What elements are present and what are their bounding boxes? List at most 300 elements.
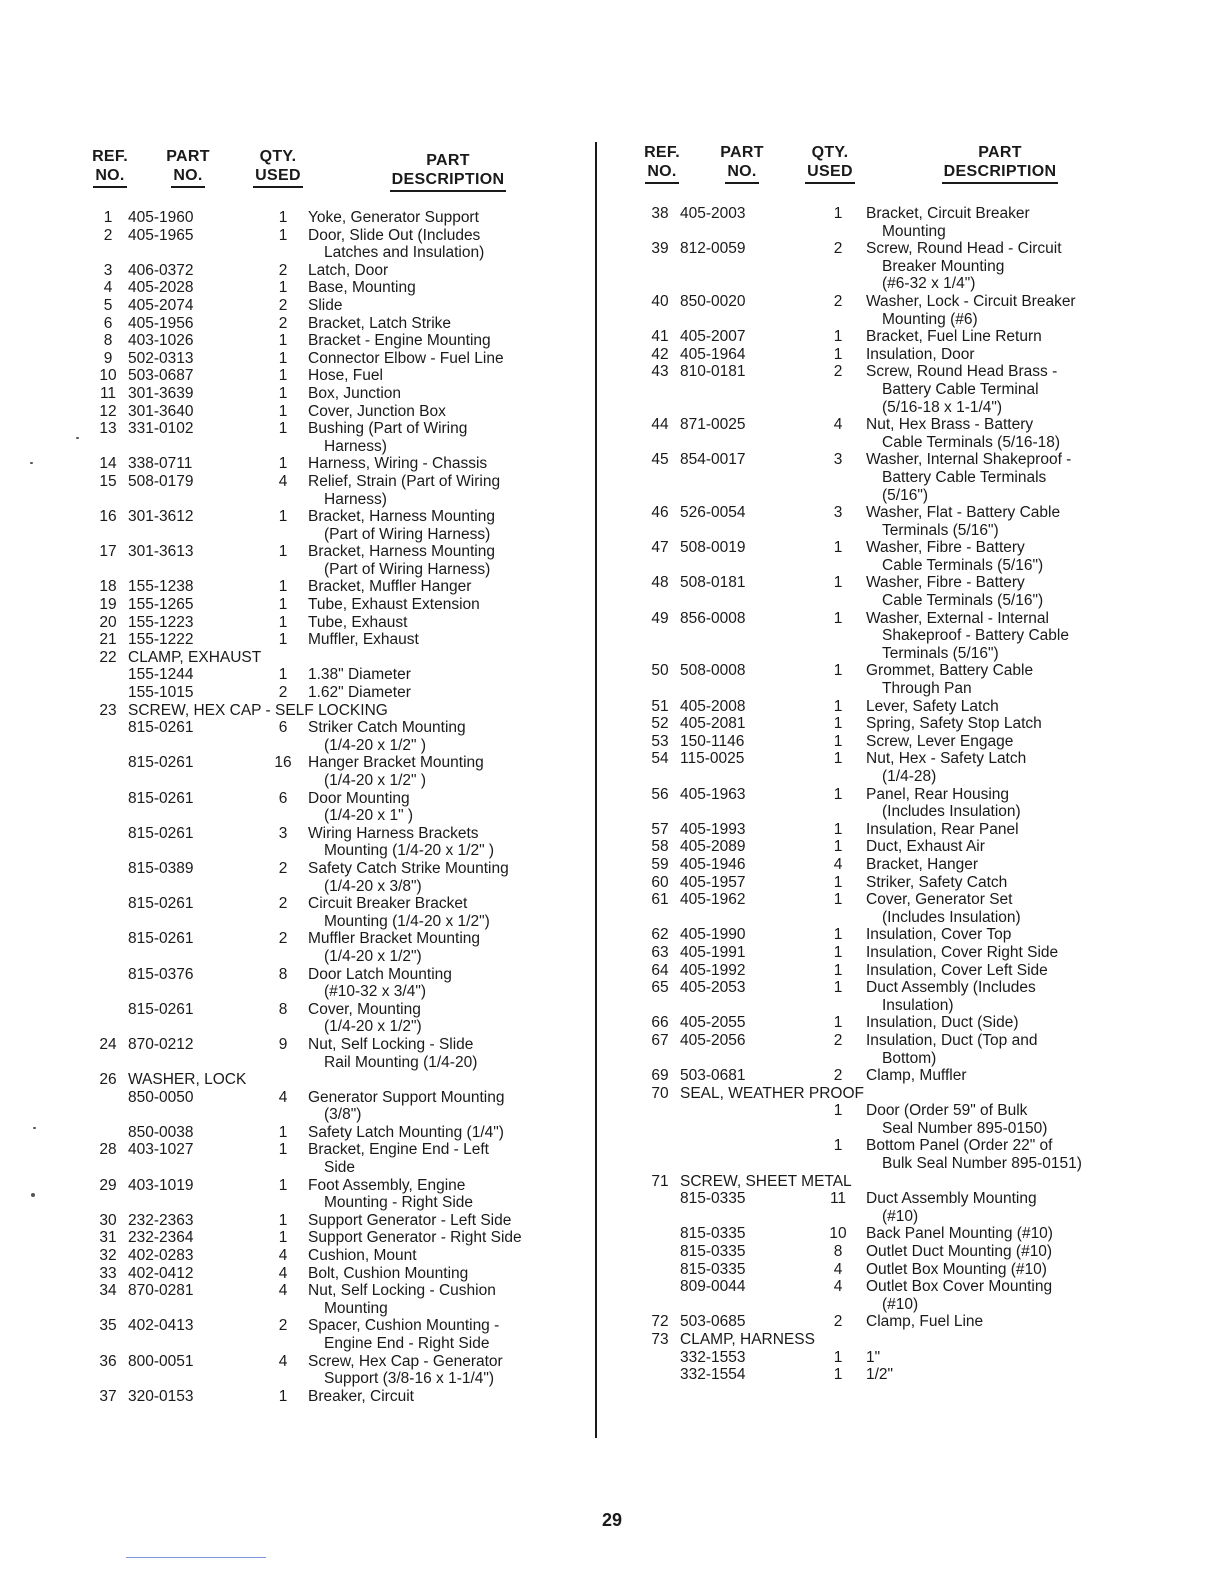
part-description — [308, 1124, 572, 1142]
description-line: Support (3/8-16 x 1-1/4") — [324, 1370, 495, 1388]
part-no: 503-0685 — [680, 1313, 746, 1331]
ref-no: 14 — [99, 455, 117, 473]
description-line: Duct, Exhaust Air — [866, 838, 985, 856]
description-line: 1/2" — [866, 1366, 894, 1384]
qty-used: 1 — [278, 543, 288, 561]
description-line: (Part of Wiring Harness) — [324, 525, 491, 543]
qty-used: 1 — [833, 926, 843, 944]
description-line: (1/4-28) — [882, 768, 937, 785]
part-description — [308, 578, 572, 596]
part-description — [866, 715, 1120, 733]
part-no: 812-0059 — [680, 240, 746, 258]
description-line: Muffler, Exhaust — [308, 631, 419, 649]
part-row — [88, 1212, 572, 1230]
description-line: (1/4-20 x 1/2") — [324, 1018, 422, 1036]
qty-used: 16 — [274, 754, 292, 772]
part-no: 870-0212 — [128, 1035, 194, 1053]
section-row — [88, 649, 572, 667]
description-line: Striker, Safety Catch — [866, 873, 1008, 891]
part-no: 405-2056 — [680, 1031, 746, 1049]
part-row — [640, 504, 1120, 539]
description-line: Hanger Bracket Mounting — [308, 754, 484, 772]
left-table-header — [88, 147, 572, 209]
ref-no — [88, 930, 128, 965]
part-description — [308, 473, 572, 508]
description-line: Safety Latch Mounting (1/4") — [308, 1123, 504, 1141]
ref-no — [88, 790, 128, 825]
description-line: Washer, Flat - Battery Cable — [866, 504, 1061, 522]
description-line: Door, Slide Out (Includes — [308, 226, 481, 244]
qty-used: 1 — [833, 785, 843, 803]
ref-no: 60 — [651, 873, 669, 891]
part-description — [308, 262, 572, 280]
description-line: Insulation, Cover Top — [866, 926, 1012, 944]
part-description — [866, 874, 1120, 892]
ref-no: 39 — [651, 240, 669, 258]
part-description — [866, 1278, 1120, 1313]
part-row — [640, 1102, 1120, 1137]
description-line: Cover, Junction Box — [308, 402, 446, 420]
part-no: 815-0261 — [128, 930, 194, 948]
part-row — [88, 1177, 572, 1212]
description-line: Washer, Lock - Circuit Breaker — [866, 292, 1076, 310]
part-no: 403-1019 — [128, 1176, 194, 1194]
part-row — [640, 574, 1120, 609]
qty-used: 8 — [278, 1000, 288, 1018]
description-line: Foot Assembly, Engine — [308, 1176, 466, 1194]
part-no: 155-1015 — [128, 684, 194, 702]
section-row — [88, 1071, 572, 1089]
ref-no: 64 — [651, 961, 669, 979]
description-line: Outlet Box Mounting (#10) — [866, 1260, 1047, 1278]
part-no: 405-1956 — [128, 314, 194, 332]
qty-used: 1 — [278, 613, 288, 631]
description-line: Harness) — [324, 490, 387, 508]
description-line: Safety Catch Strike Mounting — [308, 859, 509, 877]
ref-no: 6 — [103, 314, 113, 332]
part-description — [308, 1282, 572, 1317]
description-line: Mounting (#6) — [882, 310, 978, 328]
part-row — [640, 1278, 1120, 1313]
qty-used: 1 — [278, 1176, 288, 1194]
part-row — [88, 666, 572, 684]
part-description — [866, 1313, 1120, 1331]
description-line: Insulation, Duct (Top and — [866, 1031, 1038, 1049]
ref-no: 24 — [99, 1035, 117, 1053]
part-no: 850-0050 — [128, 1088, 194, 1106]
qty-used: 4 — [278, 1088, 288, 1106]
part-no: 406-0372 — [128, 261, 194, 279]
part-row — [88, 825, 572, 860]
qty-used: 1 — [833, 328, 843, 346]
qty-used: 1 — [278, 578, 288, 596]
part-no: 405-2003 — [680, 205, 746, 222]
part-no: 338-0711 — [128, 455, 193, 473]
qty-used: 1 — [278, 1211, 288, 1229]
description-line: Wiring Harness Brackets — [308, 824, 479, 842]
description-line: Support Generator - Left Side — [308, 1211, 512, 1229]
qty-used: 2 — [278, 296, 288, 314]
description-line: Bracket, Harness Mounting — [308, 508, 495, 526]
qty-used: 1 — [833, 1102, 843, 1120]
description-line: Insulation, Cover Left Side — [866, 961, 1048, 979]
part-row — [640, 416, 1120, 451]
description-line: Battery Cable Terminal — [882, 380, 1039, 398]
description-line: Bottom) — [882, 1049, 937, 1067]
qty-used: 1 — [833, 943, 843, 961]
description-line: Washer, Fibre - Battery — [866, 574, 1025, 592]
part-row — [88, 1141, 572, 1176]
part-description — [308, 1317, 572, 1352]
ref-no: 67 — [651, 1031, 669, 1049]
part-description — [866, 856, 1120, 874]
ref-no: 72 — [651, 1313, 669, 1331]
qty-used: 1 — [278, 666, 288, 684]
part-row — [88, 1247, 572, 1265]
ref-no: 40 — [651, 292, 669, 310]
description-line: Tube, Exhaust Extension — [308, 596, 480, 614]
ref-no: 1 — [103, 209, 113, 226]
part-row — [88, 262, 572, 280]
part-no: 815-0261 — [128, 719, 194, 737]
ref-no — [88, 719, 128, 754]
part-no: 871-0025 — [680, 416, 746, 434]
part-no — [680, 1102, 810, 1137]
description-line: Insulation, Door — [866, 345, 975, 363]
part-row — [88, 315, 572, 333]
description-line: Bracket, Harness Mounting — [308, 543, 495, 561]
description-line: Spring, Safety Stop Latch — [866, 715, 1042, 733]
ref-no: 17 — [99, 543, 117, 561]
ref-no: 36 — [99, 1352, 117, 1370]
qty-used: 10 — [829, 1225, 847, 1243]
ref-no: 23 — [99, 701, 117, 719]
description-line: Breaker, Circuit — [308, 1387, 414, 1405]
part-row — [640, 1261, 1120, 1279]
part-description — [308, 666, 572, 684]
part-description — [866, 1067, 1120, 1085]
part-no: 301-3639 — [128, 384, 194, 402]
description-line: Screw, Hex Cap - Generator — [308, 1352, 503, 1370]
part-row — [88, 860, 572, 895]
part-row — [88, 754, 572, 789]
ref-no — [640, 1137, 680, 1172]
description-line: (1/4-20 x 1/2") — [324, 947, 422, 965]
part-row — [88, 1124, 572, 1142]
section-heading: CLAMP, EXHAUST — [128, 648, 262, 666]
ref-no: 65 — [651, 979, 669, 997]
part-no: 332-1553 — [680, 1348, 746, 1366]
qty-used: 1 — [833, 891, 843, 909]
qty-used: 4 — [833, 416, 843, 434]
ref-no: 49 — [651, 609, 669, 627]
ref-no: 3 — [103, 261, 113, 279]
part-description — [866, 1190, 1120, 1225]
description-line: Engine End - Right Side — [324, 1335, 490, 1352]
description-line: Screw, Round Head - Circuit — [866, 240, 1062, 258]
description-line: Bolt, Cushion Mounting — [308, 1264, 469, 1282]
part-row — [640, 240, 1120, 293]
description-line: Mounting (1/4-20 x 1/2" ) — [324, 842, 495, 860]
part-description — [308, 631, 572, 649]
part-description — [866, 574, 1120, 609]
part-row — [640, 926, 1120, 944]
qty-used: 2 — [278, 684, 288, 702]
part-row — [88, 1388, 572, 1406]
part-row — [88, 367, 572, 385]
ref-no: 5 — [103, 296, 113, 314]
part-row — [640, 539, 1120, 574]
part-no: 405-1946 — [680, 855, 746, 873]
part-no: 502-0313 — [128, 349, 194, 367]
description-line: Side — [324, 1159, 356, 1177]
page-number: 29 — [601, 1510, 623, 1530]
part-row — [640, 1349, 1120, 1367]
part-description — [308, 790, 572, 825]
part-row — [640, 715, 1120, 733]
part-row — [88, 895, 572, 930]
qty-used: 2 — [278, 895, 288, 913]
ref-no: 56 — [651, 785, 669, 803]
qty-used: 2 — [278, 314, 288, 332]
qty-used: 2 — [833, 1031, 843, 1049]
ref-no — [640, 1243, 680, 1261]
ref-no — [88, 1089, 128, 1124]
header-ref-no: REF. NO. — [640, 143, 684, 184]
ref-no — [88, 860, 128, 895]
part-no: 405-1991 — [680, 943, 746, 961]
left-parts-column — [88, 147, 572, 1405]
part-no: 405-2007 — [680, 328, 746, 346]
part-description — [866, 1102, 1120, 1137]
description-line: 1.62" Diameter — [308, 684, 411, 702]
qty-used: 4 — [278, 1247, 288, 1265]
part-no: 503-0681 — [680, 1067, 746, 1085]
part-no: 850-0038 — [128, 1123, 194, 1141]
description-line: (1/4-20 x 1/2" ) — [324, 772, 426, 789]
part-no: 405-2089 — [680, 838, 746, 856]
qty-used: 1 — [278, 384, 288, 402]
description-line: (5/16") — [882, 486, 928, 504]
ref-no — [88, 754, 128, 789]
part-description — [866, 1243, 1120, 1261]
ref-no: 35 — [99, 1317, 117, 1335]
description-line: Clamp, Muffler — [866, 1067, 967, 1085]
header-ref-no: REF. NO. — [88, 147, 132, 188]
right-parts-table — [640, 205, 1120, 1384]
ref-no: 22 — [99, 648, 117, 666]
qty-used: 9 — [278, 1035, 288, 1053]
ref-no: 42 — [651, 345, 669, 363]
part-description — [866, 750, 1120, 785]
ref-no: 13 — [99, 420, 117, 438]
qty-used: 1 — [833, 345, 843, 363]
qty-used: 1 — [833, 750, 843, 768]
ref-no: 70 — [651, 1084, 669, 1102]
description-line: Rail Mounting (1/4-20) — [324, 1053, 478, 1071]
part-description — [866, 944, 1120, 962]
part-description — [866, 539, 1120, 574]
part-description — [308, 1247, 572, 1265]
description-line: (Includes Insulation) — [882, 908, 1021, 926]
part-row — [640, 1014, 1120, 1032]
description-line: Washer, Fibre - Battery — [866, 539, 1025, 557]
description-line: Support Generator - Right Side — [308, 1229, 522, 1247]
section-row — [640, 1085, 1120, 1103]
qty-used: 2 — [833, 1313, 843, 1331]
qty-used: 1 — [278, 226, 288, 244]
part-no: 800-0051 — [128, 1352, 194, 1370]
part-row — [88, 1089, 572, 1124]
ref-no: 50 — [651, 662, 669, 680]
part-row — [88, 930, 572, 965]
part-row — [640, 1366, 1120, 1384]
part-no: 508-0019 — [680, 539, 746, 557]
description-line: Bracket, Engine End - Left — [308, 1141, 489, 1159]
qty-used: 1 — [278, 1229, 288, 1247]
part-description — [866, 346, 1120, 364]
part-row — [88, 631, 572, 649]
ref-no — [640, 1102, 680, 1137]
ref-no: 73 — [651, 1331, 669, 1348]
part-description — [308, 385, 572, 403]
part-description — [866, 504, 1120, 539]
description-line: Harness) — [324, 437, 387, 455]
part-description — [866, 1014, 1120, 1032]
part-row — [640, 1032, 1120, 1067]
part-description — [308, 930, 572, 965]
part-no: 815-0335 — [680, 1225, 746, 1243]
part-row — [640, 451, 1120, 504]
part-row — [640, 698, 1120, 716]
ref-no: 16 — [99, 508, 117, 526]
description-line: Base, Mounting — [308, 279, 416, 297]
part-no: 405-2053 — [680, 979, 746, 997]
description-line: Nut, Self Locking - Cushion — [308, 1282, 496, 1300]
description-line: Latch, Door — [308, 261, 389, 279]
part-row — [88, 279, 572, 297]
part-no: 810-0181 — [680, 363, 746, 381]
part-row — [88, 578, 572, 596]
part-no: 405-1965 — [128, 226, 194, 244]
description-line: Lever, Safety Latch — [866, 697, 999, 715]
part-row — [640, 891, 1120, 926]
ref-no — [88, 1001, 128, 1036]
part-description — [308, 1265, 572, 1283]
part-row — [640, 874, 1120, 892]
part-no: 402-0283 — [128, 1247, 194, 1265]
description-line: Outlet Duct Mounting (#10) — [866, 1243, 1053, 1261]
part-no: 815-0261 — [128, 1000, 194, 1018]
part-description — [308, 860, 572, 895]
description-line: Nut, Self Locking - Slide — [308, 1035, 474, 1053]
section-heading: CLAMP, HARNESS — [680, 1331, 815, 1348]
ref-no: 48 — [651, 574, 669, 592]
part-no: 403-1026 — [128, 332, 194, 350]
qty-used: 6 — [278, 789, 288, 807]
qty-used: 3 — [833, 451, 843, 469]
part-no: 405-1990 — [680, 926, 746, 944]
part-description — [866, 328, 1120, 346]
part-no: 815-0335 — [680, 1190, 746, 1208]
qty-used: 2 — [833, 292, 843, 310]
description-line: (5/16-18 x 1-1/4") — [882, 398, 1003, 416]
ref-no: 2 — [103, 226, 113, 244]
part-description — [308, 1353, 572, 1388]
part-description — [866, 610, 1120, 663]
description-line: Door (Order 59" of Bulk — [866, 1102, 1028, 1120]
part-description — [308, 684, 572, 702]
qty-used: 1 — [833, 820, 843, 838]
ref-no: 69 — [651, 1067, 669, 1085]
ref-no: 46 — [651, 504, 669, 522]
scan-speck — [30, 462, 33, 464]
description-line: Bracket, Hanger — [866, 855, 978, 873]
part-row — [640, 1067, 1120, 1085]
part-description — [866, 240, 1120, 293]
qty-used: 11 — [829, 1190, 847, 1208]
part-description — [866, 926, 1120, 944]
part-row — [88, 1265, 572, 1283]
section-row — [88, 702, 572, 720]
ref-no: 44 — [651, 416, 669, 434]
part-row — [88, 684, 572, 702]
ref-no: 63 — [651, 943, 669, 961]
description-line: Terminals (5/16") — [882, 521, 999, 539]
ref-no — [640, 1225, 680, 1243]
part-row — [640, 363, 1120, 416]
qty-used: 3 — [833, 504, 843, 522]
part-row — [88, 385, 572, 403]
part-description — [866, 1349, 1120, 1367]
description-line: Insulation) — [882, 996, 954, 1014]
part-row — [640, 293, 1120, 328]
description-line: Cable Terminals (5/16") — [882, 592, 1044, 610]
description-line: Bulk Seal Number 895-0151) — [882, 1155, 1082, 1173]
ref-no: 21 — [99, 631, 117, 649]
ref-no: 51 — [651, 697, 669, 715]
part-row — [640, 328, 1120, 346]
part-description — [308, 895, 572, 930]
part-description — [866, 979, 1120, 1014]
part-row — [640, 1190, 1120, 1225]
part-no: 508-0008 — [680, 662, 746, 680]
part-description — [866, 1225, 1120, 1243]
ref-no: 41 — [651, 328, 669, 346]
description-line: Mounting — [324, 1299, 388, 1317]
qty-used: 1 — [833, 1014, 843, 1032]
header-part-description: PART DESCRIPTION — [930, 143, 1070, 184]
part-row — [640, 662, 1120, 697]
description-line: (Includes Insulation) — [882, 803, 1021, 821]
part-no: 405-1960 — [128, 209, 194, 226]
right-parts-column — [640, 143, 1120, 1384]
qty-used: 1 — [278, 279, 288, 297]
qty-used: 1 — [833, 873, 843, 891]
part-row — [88, 420, 572, 455]
header-qty-used: QTY. USED — [800, 143, 860, 184]
description-line: Terminals (5/16") — [882, 644, 999, 662]
description-line: Insulation, Cover Right Side — [866, 943, 1059, 961]
description-line: Mounting — [882, 222, 946, 240]
section-row — [640, 1173, 1120, 1191]
part-no: 815-0376 — [128, 965, 194, 983]
qty-used: 1 — [833, 1348, 843, 1366]
part-no: 815-0261 — [128, 895, 194, 913]
part-no — [680, 1137, 810, 1172]
part-no: 526-0054 — [680, 504, 746, 522]
qty-used: 1 — [278, 367, 288, 385]
